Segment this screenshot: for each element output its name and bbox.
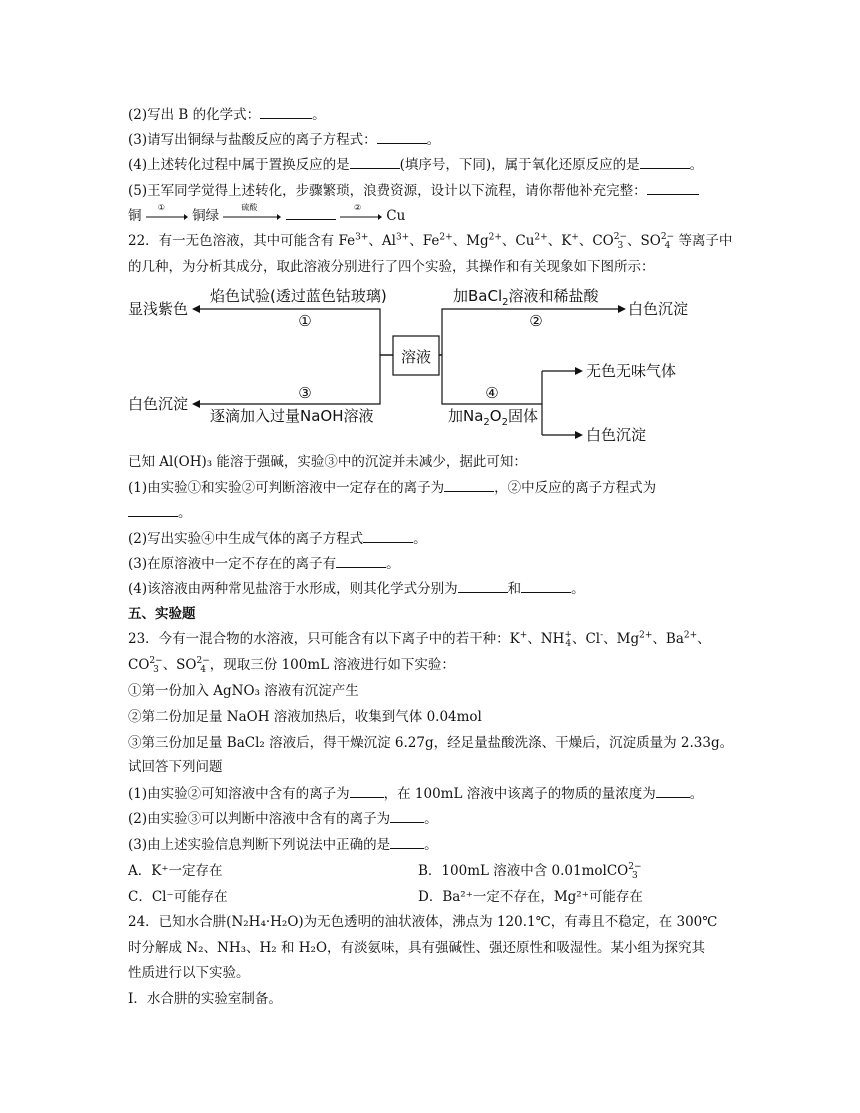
answer-blank xyxy=(128,502,178,517)
exp4-result-gas: 无色无味气体 xyxy=(586,362,677,380)
q24-line3: 性质进行以下实验。 xyxy=(128,965,250,981)
answer-blank xyxy=(377,129,427,144)
exp2-num: ② xyxy=(529,312,543,330)
exp4-op: 加$Na_2O_2$固体 xyxy=(448,407,538,428)
answer-blank xyxy=(350,783,384,798)
q21-part3: (3)请写出铜绿与盐酸反应的离子方程式： 。 xyxy=(128,129,440,150)
arrow-head xyxy=(192,400,200,408)
q24-line2: 时分解成 N₂、NH₃、H₂ 和 H₂O，有淡氨味，具有强碱性、强还原性和吸湿性。某小组为探究其 xyxy=(128,940,706,956)
q22-part3: (3)在原溶液中一定不存在的离子有 。 xyxy=(128,553,400,574)
q23-part3: (3)由上述实验信息判断下列说法中正确的是 。 xyxy=(128,834,438,855)
q21-part2: (2)写出 B 的化学式： 。 xyxy=(128,104,326,125)
q23-step1: ①第一份加入 AgNO₃ 溶液有沉淀产生 xyxy=(128,683,359,699)
q23-intro-cont: CO2− 3 、SO2− 4 ，现取三份 100mL 溶液进行如下实验： xyxy=(128,655,455,675)
exp1-result: 显浅紫色 xyxy=(128,300,189,318)
arrow-head xyxy=(575,367,583,375)
q23-part2: (2)由实验③可以判断中溶液中含有的离子为 。 xyxy=(128,808,438,829)
flow-arrow: ① xyxy=(146,206,188,226)
answer-blank xyxy=(521,578,571,593)
q23-step2: ②第二份加足量 NaOH 溶液加热后，收集到气体 0.04mol xyxy=(128,709,482,725)
answer-blank xyxy=(647,180,699,195)
answer-blank xyxy=(390,808,424,823)
q23-prompt: 试回答下列问题 xyxy=(128,759,223,775)
answer-blank xyxy=(640,154,690,169)
q23-step3: ③第三份加足量 BaCl₂ 溶液后，得干燥沉淀 6.27g，经足量盐酸洗涤、干燥后，沉淀质量为 2.33g。 xyxy=(128,735,734,751)
q22-part4: (4)该溶液由两种常见盐溶于水形成，则其化学式分别为 和 。 xyxy=(128,578,585,599)
q22-part1: (1)由实验①和实验②可判断溶液中一定存在的离子为 ，②中反应的离子方程式为 xyxy=(128,477,656,498)
exp3-result: 白色沉淀 xyxy=(128,395,189,413)
exp4-num: ④ xyxy=(485,384,499,402)
q22-part1-cont: 。 xyxy=(128,502,192,523)
answer-blank xyxy=(444,477,494,492)
exp4-result-precipitate: 白色沉淀 xyxy=(586,426,647,444)
exp3-op: 逐滴加入过量NaOH溶液 xyxy=(210,407,374,425)
q23-option-d: D．Ba²⁺一定不存在，Mg²⁺可能存在 xyxy=(418,889,643,905)
q22-known: 已知 Al(OH)₃ 能溶于强碱，实验③中的沉淀并未减少，据此可知： xyxy=(128,454,527,470)
q21-part5: (5)王军同学觉得上述转化，步骤繁琐，浪费资源，设计以下流程，请你帮他补充完整： xyxy=(128,180,699,201)
answer-blank xyxy=(656,783,690,798)
answer-blank xyxy=(350,154,400,169)
flow-arrow: ② xyxy=(340,206,382,226)
answer-blank xyxy=(286,205,336,220)
q24-line4: I．水合肼的实验室制备。 xyxy=(128,991,282,1007)
q23-option-c: C．Cl⁻可能存在 xyxy=(128,889,228,905)
exp2-op: 加BaCl$_2$溶液和稀盐酸 xyxy=(453,287,599,308)
q23-option-b: B．100mL 溶液中含 0.01molCO2− 3 xyxy=(418,861,642,881)
arrow-head xyxy=(192,305,200,313)
answer-blank xyxy=(390,834,424,849)
experiment-flow-diagram xyxy=(120,280,720,450)
exp3-num: ③ xyxy=(298,384,312,402)
q23-option-a: A．K⁺一定存在 xyxy=(128,863,223,879)
q21-flow: 铜 ① 铜绿 硫酸 ② Cu xyxy=(128,203,406,224)
section-heading: 五、实验题 xyxy=(128,606,196,622)
q22-intro: 22．有一无色溶液，其中可能含有 $Fe^{3+}$、$Al^{3+}$、$Fe^{2+}$、$Mg^{2+}$、$Cu^{2+}$、K+、CO2− 3 、SO2− 4 等离子中 xyxy=(128,231,733,251)
answer-blank xyxy=(458,578,508,593)
q24-line1: 24．已知水合肼(N₂H₄·H₂O)为无色透明的油状液体，沸点为 120.1℃，有毒且不稳定，在 300℃ xyxy=(128,914,718,930)
center-label: 溶液 xyxy=(400,348,432,366)
exp1-num: ① xyxy=(298,312,312,330)
answer-blank xyxy=(260,104,312,119)
exp2-result: 白色沉淀 xyxy=(628,300,689,318)
arrow-head xyxy=(618,305,626,313)
exp1-op: 焰色试验(透过蓝色钴玻璃) xyxy=(210,287,387,305)
q22-intro-cont: 的几种，为分析其成分，取此溶液分别进行了四个实验，其操作和有关现象如下图所示： xyxy=(128,259,655,275)
answer-blank xyxy=(363,528,413,543)
answer-blank xyxy=(336,553,386,568)
arrow-head xyxy=(575,431,583,439)
q23-intro: 23．今有一混合物的水溶液，只可能含有以下离子中的若干种：K+、NH+ 4、Cl-、$Mg^{2+}$、$Ba^{2+}$、 xyxy=(128,629,711,649)
flow-arrow: 硫酸 xyxy=(223,206,281,226)
q22-part2: (2)写出实验④中生成气体的离子方程式 。 xyxy=(128,528,427,549)
q21-part4: (4)上述转化过程中属于置换反应的是 (填序号，下同)，属于氧化还原反应的是 。 xyxy=(128,154,703,175)
q23-part1: (1)由实验②可知溶液中含有的离子为 ，在 100mL 溶液中该离子的物质的量浓度为 。 xyxy=(128,783,703,804)
